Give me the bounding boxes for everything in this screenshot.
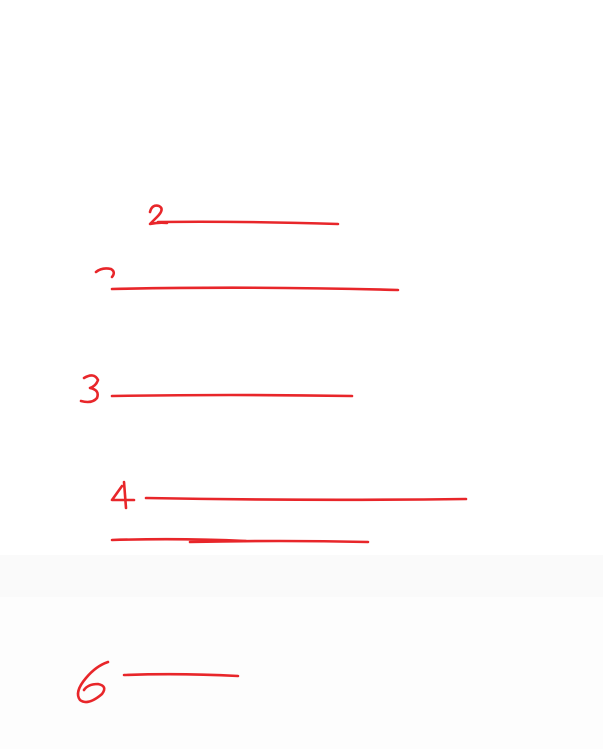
page-gap: [0, 555, 603, 597]
toc-sheet-bottom: [0, 597, 603, 749]
